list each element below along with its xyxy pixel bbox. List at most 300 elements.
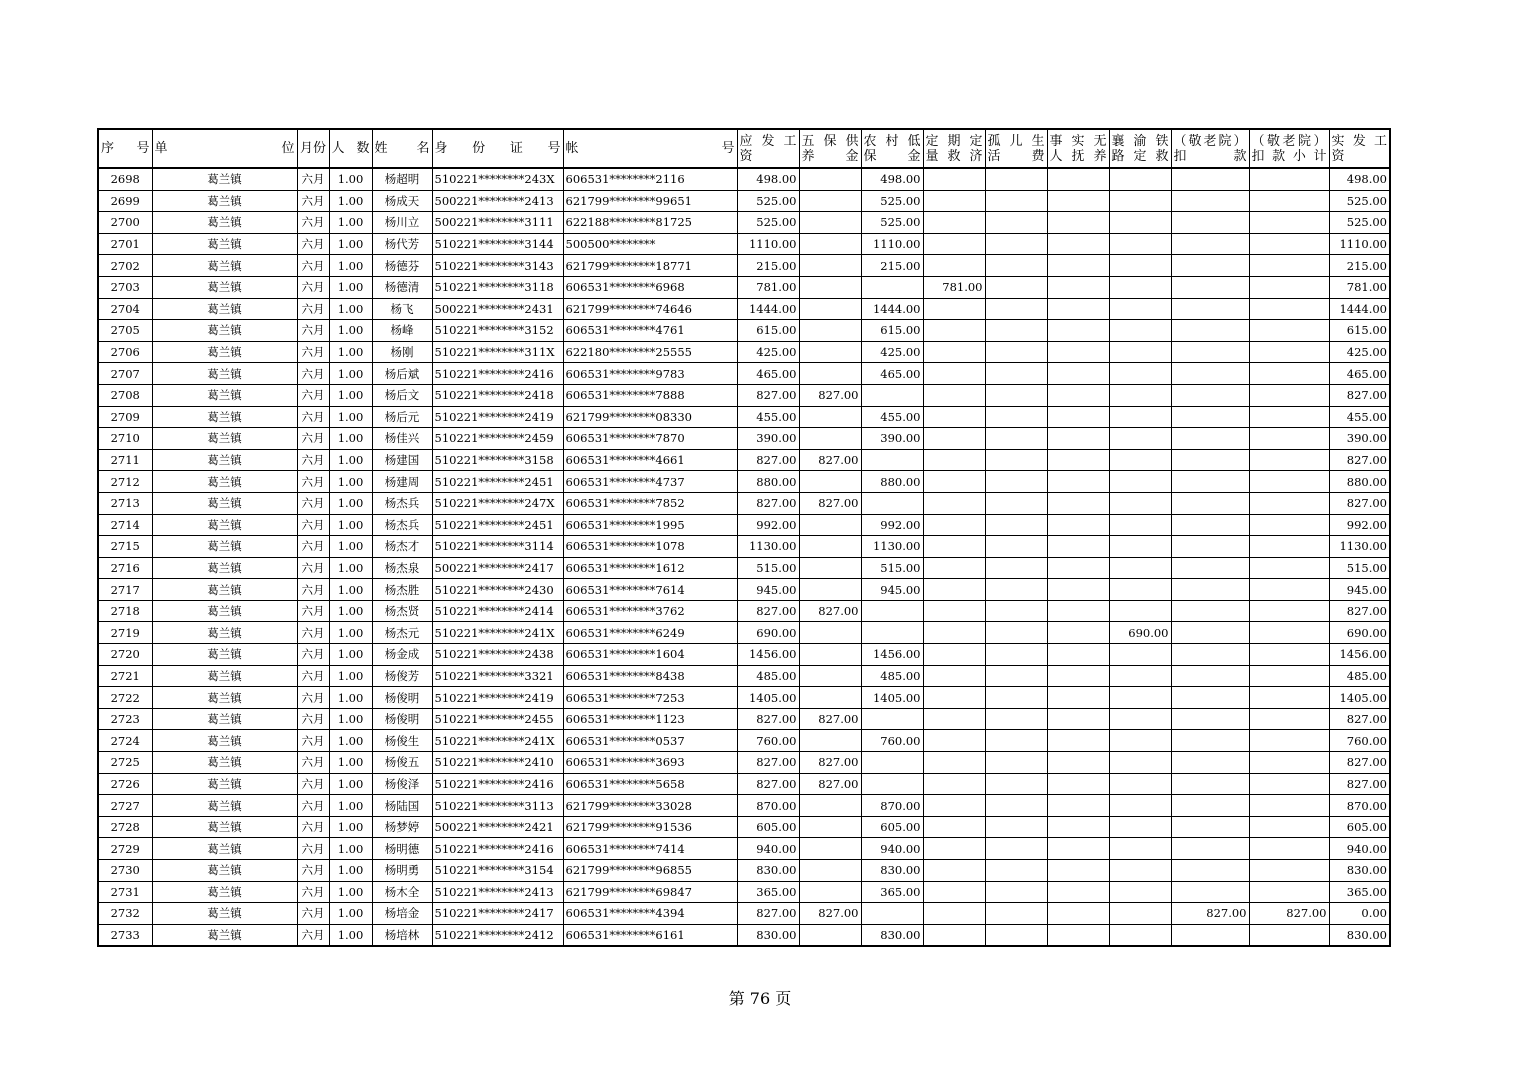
cell-net-pay: 827.00 bbox=[1329, 449, 1390, 471]
cell-fixed-relief bbox=[923, 341, 985, 363]
cell-seq: 2707 bbox=[98, 363, 152, 385]
cell-gross-pay: 605.00 bbox=[737, 816, 799, 838]
cell-net-pay: 827.00 bbox=[1329, 600, 1390, 622]
cell-seq: 2700 bbox=[98, 212, 152, 234]
cell-net-pay: 425.00 bbox=[1329, 341, 1390, 363]
cell-gross-pay: 515.00 bbox=[737, 557, 799, 579]
cell-nursing-home-deduction bbox=[1171, 471, 1249, 493]
header-deduction-subtotal: （敬老院）扣 款 小 计 bbox=[1249, 129, 1329, 168]
cell-gross-pay: 1405.00 bbox=[737, 687, 799, 709]
cell-five-guarantee bbox=[799, 644, 861, 666]
cell-month: 六月 bbox=[297, 449, 329, 471]
cell-net-pay: 365.00 bbox=[1329, 881, 1390, 903]
cell-xiangyu-railway bbox=[1109, 298, 1171, 320]
cell-de-facto-unsupported bbox=[1047, 449, 1109, 471]
cell-xiangyu-railway bbox=[1109, 233, 1171, 255]
cell-id-number: 510221********2413 bbox=[432, 881, 563, 903]
cell-fixed-relief: 781.00 bbox=[923, 276, 985, 298]
cell-account: 621799********96855 bbox=[563, 860, 737, 882]
cell-count: 1.00 bbox=[329, 773, 372, 795]
cell-name: 杨明德 bbox=[372, 838, 432, 860]
table-row bbox=[98, 233, 1390, 255]
cell-id-number: 510221********311X bbox=[432, 341, 563, 363]
cell-xiangyu-railway bbox=[1109, 903, 1171, 925]
table-row bbox=[98, 190, 1390, 212]
cell-net-pay: 827.00 bbox=[1329, 492, 1390, 514]
cell-id-number: 510221********2417 bbox=[432, 903, 563, 925]
cell-fixed-relief bbox=[923, 536, 985, 558]
cell-rural-dibao: 1456.00 bbox=[861, 644, 923, 666]
cell-month: 六月 bbox=[297, 471, 329, 493]
cell-account: 621799********18771 bbox=[563, 255, 737, 277]
cell-month: 六月 bbox=[297, 406, 329, 428]
cell-rural-dibao: 940.00 bbox=[861, 838, 923, 860]
cell-gross-pay: 940.00 bbox=[737, 838, 799, 860]
cell-orphan-allowance bbox=[985, 298, 1047, 320]
cell-unit: 葛兰镇 bbox=[152, 924, 297, 946]
cell-fixed-relief bbox=[923, 212, 985, 234]
cell-fixed-relief bbox=[923, 449, 985, 471]
cell-orphan-allowance bbox=[985, 730, 1047, 752]
cell-de-facto-unsupported bbox=[1047, 168, 1109, 190]
cell-id-number: 500221********2421 bbox=[432, 816, 563, 838]
cell-gross-pay: 830.00 bbox=[737, 860, 799, 882]
cell-month: 六月 bbox=[297, 255, 329, 277]
cell-month: 六月 bbox=[297, 514, 329, 536]
cell-count: 1.00 bbox=[329, 384, 372, 406]
cell-orphan-allowance bbox=[985, 341, 1047, 363]
cell-gross-pay: 690.00 bbox=[737, 622, 799, 644]
cell-deduction-subtotal bbox=[1249, 730, 1329, 752]
cell-nursing-home-deduction bbox=[1171, 881, 1249, 903]
cell-fixed-relief bbox=[923, 363, 985, 385]
cell-seq: 2719 bbox=[98, 622, 152, 644]
cell-five-guarantee bbox=[799, 255, 861, 277]
cell-unit: 葛兰镇 bbox=[152, 816, 297, 838]
cell-nursing-home-deduction bbox=[1171, 255, 1249, 277]
table-row bbox=[98, 708, 1390, 730]
cell-deduction-subtotal bbox=[1249, 168, 1329, 190]
cell-xiangyu-railway bbox=[1109, 212, 1171, 234]
cell-nursing-home-deduction bbox=[1171, 536, 1249, 558]
header-orphan-allowance: 孤 儿 生 活 费 bbox=[985, 129, 1047, 168]
header-rural-dibao: 农 村 低 保 金 bbox=[861, 129, 923, 168]
cell-nursing-home-deduction bbox=[1171, 644, 1249, 666]
cell-orphan-allowance bbox=[985, 924, 1047, 946]
cell-seq: 2715 bbox=[98, 536, 152, 558]
cell-nursing-home-deduction bbox=[1171, 406, 1249, 428]
cell-name: 杨明勇 bbox=[372, 860, 432, 882]
cell-five-guarantee bbox=[799, 341, 861, 363]
cell-orphan-allowance bbox=[985, 773, 1047, 795]
cell-name: 杨木全 bbox=[372, 881, 432, 903]
cell-orphan-allowance bbox=[985, 816, 1047, 838]
cell-fixed-relief bbox=[923, 600, 985, 622]
cell-deduction-subtotal bbox=[1249, 579, 1329, 601]
cell-net-pay: 830.00 bbox=[1329, 924, 1390, 946]
cell-rural-dibao bbox=[861, 773, 923, 795]
table-row bbox=[98, 687, 1390, 709]
cell-account: 622188********81725 bbox=[563, 212, 737, 234]
cell-unit: 葛兰镇 bbox=[152, 557, 297, 579]
cell-count: 1.00 bbox=[329, 708, 372, 730]
cell-nursing-home-deduction bbox=[1171, 687, 1249, 709]
cell-fixed-relief bbox=[923, 903, 985, 925]
table-row bbox=[98, 168, 1390, 190]
cell-rural-dibao: 945.00 bbox=[861, 579, 923, 601]
cell-net-pay: 1110.00 bbox=[1329, 233, 1390, 255]
cell-de-facto-unsupported bbox=[1047, 212, 1109, 234]
table-row bbox=[98, 730, 1390, 752]
cell-id-number: 510221********2416 bbox=[432, 838, 563, 860]
cell-rural-dibao bbox=[861, 752, 923, 774]
cell-nursing-home-deduction bbox=[1171, 190, 1249, 212]
cell-deduction-subtotal bbox=[1249, 514, 1329, 536]
cell-gross-pay: 992.00 bbox=[737, 514, 799, 536]
cell-month: 六月 bbox=[297, 622, 329, 644]
cell-fixed-relief bbox=[923, 644, 985, 666]
cell-de-facto-unsupported bbox=[1047, 341, 1109, 363]
table-row bbox=[98, 903, 1390, 925]
cell-name: 杨川立 bbox=[372, 212, 432, 234]
cell-id-number: 510221********2419 bbox=[432, 406, 563, 428]
cell-seq: 2716 bbox=[98, 557, 152, 579]
cell-gross-pay: 870.00 bbox=[737, 795, 799, 817]
cell-net-pay: 1130.00 bbox=[1329, 536, 1390, 558]
cell-fixed-relief bbox=[923, 168, 985, 190]
cell-five-guarantee bbox=[799, 406, 861, 428]
cell-xiangyu-railway bbox=[1109, 600, 1171, 622]
cell-month: 六月 bbox=[297, 903, 329, 925]
cell-fixed-relief bbox=[923, 838, 985, 860]
cell-orphan-allowance bbox=[985, 708, 1047, 730]
cell-unit: 葛兰镇 bbox=[152, 298, 297, 320]
cell-month: 六月 bbox=[297, 536, 329, 558]
cell-seq: 2718 bbox=[98, 600, 152, 622]
cell-unit: 葛兰镇 bbox=[152, 492, 297, 514]
cell-five-guarantee bbox=[799, 838, 861, 860]
cell-nursing-home-deduction bbox=[1171, 428, 1249, 450]
cell-account: 606531********4737 bbox=[563, 471, 737, 493]
cell-five-guarantee bbox=[799, 881, 861, 903]
cell-five-guarantee bbox=[799, 168, 861, 190]
cell-name: 杨德芬 bbox=[372, 255, 432, 277]
cell-count: 1.00 bbox=[329, 600, 372, 622]
cell-five-guarantee: 827.00 bbox=[799, 600, 861, 622]
cell-unit: 葛兰镇 bbox=[152, 471, 297, 493]
cell-gross-pay: 760.00 bbox=[737, 730, 799, 752]
cell-seq: 2712 bbox=[98, 471, 152, 493]
cell-net-pay: 1456.00 bbox=[1329, 644, 1390, 666]
cell-deduction-subtotal bbox=[1249, 212, 1329, 234]
cell-count: 1.00 bbox=[329, 320, 372, 342]
cell-net-pay: 992.00 bbox=[1329, 514, 1390, 536]
cell-nursing-home-deduction bbox=[1171, 924, 1249, 946]
cell-unit: 葛兰镇 bbox=[152, 730, 297, 752]
cell-seq: 2717 bbox=[98, 579, 152, 601]
cell-month: 六月 bbox=[297, 428, 329, 450]
cell-account: 621799********33028 bbox=[563, 795, 737, 817]
cell-nursing-home-deduction bbox=[1171, 773, 1249, 795]
cell-net-pay: 830.00 bbox=[1329, 860, 1390, 882]
cell-de-facto-unsupported bbox=[1047, 190, 1109, 212]
cell-count: 1.00 bbox=[329, 298, 372, 320]
cell-month: 六月 bbox=[297, 730, 329, 752]
cell-rural-dibao: 1444.00 bbox=[861, 298, 923, 320]
cell-gross-pay: 1444.00 bbox=[737, 298, 799, 320]
header-de-facto-unsupported: 事 实 无 人 抚 养 bbox=[1047, 129, 1109, 168]
cell-unit: 葛兰镇 bbox=[152, 860, 297, 882]
cell-deduction-subtotal bbox=[1249, 190, 1329, 212]
cell-fixed-relief bbox=[923, 471, 985, 493]
header-row bbox=[98, 129, 1390, 168]
cell-orphan-allowance bbox=[985, 212, 1047, 234]
cell-rural-dibao bbox=[861, 622, 923, 644]
cell-unit: 葛兰镇 bbox=[152, 384, 297, 406]
cell-xiangyu-railway bbox=[1109, 384, 1171, 406]
cell-month: 六月 bbox=[297, 212, 329, 234]
cell-unit: 葛兰镇 bbox=[152, 190, 297, 212]
cell-unit: 葛兰镇 bbox=[152, 168, 297, 190]
cell-count: 1.00 bbox=[329, 514, 372, 536]
cell-month: 六月 bbox=[297, 579, 329, 601]
cell-gross-pay: 1456.00 bbox=[737, 644, 799, 666]
cell-seq: 2732 bbox=[98, 903, 152, 925]
cell-id-number: 510221********2416 bbox=[432, 773, 563, 795]
header-id-number: 身 份 证 号 bbox=[432, 129, 563, 168]
cell-id-number: 510221********3154 bbox=[432, 860, 563, 882]
cell-seq: 2713 bbox=[98, 492, 152, 514]
cell-xiangyu-railway bbox=[1109, 363, 1171, 385]
cell-fixed-relief bbox=[923, 406, 985, 428]
cell-month: 六月 bbox=[297, 320, 329, 342]
cell-de-facto-unsupported bbox=[1047, 881, 1109, 903]
cell-count: 1.00 bbox=[329, 881, 372, 903]
cell-rural-dibao: 1110.00 bbox=[861, 233, 923, 255]
cell-account: 606531********9783 bbox=[563, 363, 737, 385]
cell-month: 六月 bbox=[297, 708, 329, 730]
cell-orphan-allowance bbox=[985, 557, 1047, 579]
cell-month: 六月 bbox=[297, 881, 329, 903]
cell-five-guarantee bbox=[799, 816, 861, 838]
cell-orphan-allowance bbox=[985, 665, 1047, 687]
cell-nursing-home-deduction bbox=[1171, 752, 1249, 774]
cell-net-pay: 690.00 bbox=[1329, 622, 1390, 644]
cell-month: 六月 bbox=[297, 924, 329, 946]
cell-five-guarantee: 827.00 bbox=[799, 773, 861, 795]
cell-fixed-relief bbox=[923, 255, 985, 277]
cell-id-number: 510221********3144 bbox=[432, 233, 563, 255]
cell-id-number: 500221********2431 bbox=[432, 298, 563, 320]
cell-seq: 2728 bbox=[98, 816, 152, 838]
cell-count: 1.00 bbox=[329, 168, 372, 190]
cell-rural-dibao: 390.00 bbox=[861, 428, 923, 450]
cell-id-number: 510221********2430 bbox=[432, 579, 563, 601]
cell-id-number: 510221********2451 bbox=[432, 471, 563, 493]
cell-deduction-subtotal bbox=[1249, 881, 1329, 903]
cell-seq: 2702 bbox=[98, 255, 152, 277]
cell-orphan-allowance bbox=[985, 795, 1047, 817]
cell-nursing-home-deduction bbox=[1171, 665, 1249, 687]
table-row bbox=[98, 449, 1390, 471]
cell-account: 606531********1612 bbox=[563, 557, 737, 579]
cell-name: 杨佳兴 bbox=[372, 428, 432, 450]
cell-month: 六月 bbox=[297, 600, 329, 622]
cell-id-number: 510221********3158 bbox=[432, 449, 563, 471]
cell-fixed-relief bbox=[923, 816, 985, 838]
cell-fixed-relief bbox=[923, 665, 985, 687]
cell-orphan-allowance bbox=[985, 384, 1047, 406]
cell-rural-dibao: 425.00 bbox=[861, 341, 923, 363]
cell-month: 六月 bbox=[297, 363, 329, 385]
cell-orphan-allowance bbox=[985, 622, 1047, 644]
cell-fixed-relief bbox=[923, 687, 985, 709]
cell-nursing-home-deduction bbox=[1171, 622, 1249, 644]
cell-count: 1.00 bbox=[329, 622, 372, 644]
cell-gross-pay: 827.00 bbox=[737, 708, 799, 730]
cell-fixed-relief bbox=[923, 860, 985, 882]
cell-orphan-allowance bbox=[985, 406, 1047, 428]
cell-name: 杨俊明 bbox=[372, 708, 432, 730]
cell-rural-dibao bbox=[861, 600, 923, 622]
table-row bbox=[98, 579, 1390, 601]
cell-month: 六月 bbox=[297, 384, 329, 406]
cell-xiangyu-railway bbox=[1109, 795, 1171, 817]
cell-name: 杨代芳 bbox=[372, 233, 432, 255]
cell-de-facto-unsupported bbox=[1047, 903, 1109, 925]
table-row bbox=[98, 428, 1390, 450]
cell-net-pay: 515.00 bbox=[1329, 557, 1390, 579]
cell-id-number: 510221********3143 bbox=[432, 255, 563, 277]
table-row bbox=[98, 795, 1390, 817]
cell-count: 1.00 bbox=[329, 644, 372, 666]
cell-name: 杨陆国 bbox=[372, 795, 432, 817]
cell-net-pay: 827.00 bbox=[1329, 708, 1390, 730]
cell-five-guarantee bbox=[799, 924, 861, 946]
cell-nursing-home-deduction bbox=[1171, 341, 1249, 363]
cell-count: 1.00 bbox=[329, 687, 372, 709]
cell-de-facto-unsupported bbox=[1047, 600, 1109, 622]
cell-unit: 葛兰镇 bbox=[152, 644, 297, 666]
cell-unit: 葛兰镇 bbox=[152, 773, 297, 795]
cell-xiangyu-railway bbox=[1109, 406, 1171, 428]
cell-five-guarantee: 827.00 bbox=[799, 384, 861, 406]
cell-de-facto-unsupported bbox=[1047, 557, 1109, 579]
cell-count: 1.00 bbox=[329, 730, 372, 752]
cell-fixed-relief bbox=[923, 579, 985, 601]
cell-id-number: 510221********2459 bbox=[432, 428, 563, 450]
cell-fixed-relief bbox=[923, 298, 985, 320]
cell-month: 六月 bbox=[297, 492, 329, 514]
cell-deduction-subtotal bbox=[1249, 449, 1329, 471]
cell-de-facto-unsupported bbox=[1047, 320, 1109, 342]
cell-id-number: 510221********2416 bbox=[432, 363, 563, 385]
cell-id-number: 510221********3152 bbox=[432, 320, 563, 342]
cell-deduction-subtotal bbox=[1249, 644, 1329, 666]
cell-gross-pay: 615.00 bbox=[737, 320, 799, 342]
cell-de-facto-unsupported bbox=[1047, 255, 1109, 277]
cell-id-number: 510221********3113 bbox=[432, 795, 563, 817]
cell-five-guarantee bbox=[799, 190, 861, 212]
header-nursing-home-deduction: （敬老院）扣 款 bbox=[1171, 129, 1249, 168]
cell-de-facto-unsupported bbox=[1047, 363, 1109, 385]
cell-net-pay: 0.00 bbox=[1329, 903, 1390, 925]
cell-gross-pay: 485.00 bbox=[737, 665, 799, 687]
cell-unit: 葛兰镇 bbox=[152, 665, 297, 687]
cell-five-guarantee bbox=[799, 687, 861, 709]
cell-count: 1.00 bbox=[329, 492, 372, 514]
cell-xiangyu-railway bbox=[1109, 665, 1171, 687]
cell-de-facto-unsupported bbox=[1047, 492, 1109, 514]
cell-five-guarantee bbox=[799, 579, 861, 601]
cell-nursing-home-deduction bbox=[1171, 816, 1249, 838]
cell-count: 1.00 bbox=[329, 449, 372, 471]
table-row bbox=[98, 276, 1390, 298]
cell-seq: 2704 bbox=[98, 298, 152, 320]
cell-deduction-subtotal: 827.00 bbox=[1249, 903, 1329, 925]
cell-xiangyu-railway bbox=[1109, 255, 1171, 277]
table-row bbox=[98, 644, 1390, 666]
table-row bbox=[98, 622, 1390, 644]
cell-rural-dibao: 1130.00 bbox=[861, 536, 923, 558]
cell-five-guarantee bbox=[799, 536, 861, 558]
cell-account: 606531********7888 bbox=[563, 384, 737, 406]
cell-name: 杨培林 bbox=[372, 924, 432, 946]
cell-name: 杨俊五 bbox=[372, 752, 432, 774]
cell-account: 606531********1078 bbox=[563, 536, 737, 558]
cell-account: 606531********7870 bbox=[563, 428, 737, 450]
cell-orphan-allowance bbox=[985, 881, 1047, 903]
cell-five-guarantee: 827.00 bbox=[799, 449, 861, 471]
cell-seq: 2722 bbox=[98, 687, 152, 709]
cell-de-facto-unsupported bbox=[1047, 752, 1109, 774]
cell-de-facto-unsupported bbox=[1047, 406, 1109, 428]
cell-name: 杨杰兵 bbox=[372, 514, 432, 536]
cell-nursing-home-deduction bbox=[1171, 600, 1249, 622]
cell-orphan-allowance bbox=[985, 838, 1047, 860]
cell-seq: 2725 bbox=[98, 752, 152, 774]
cell-account: 606531********7852 bbox=[563, 492, 737, 514]
table-row bbox=[98, 341, 1390, 363]
cell-de-facto-unsupported bbox=[1047, 428, 1109, 450]
cell-orphan-allowance bbox=[985, 190, 1047, 212]
cell-name: 杨刚 bbox=[372, 341, 432, 363]
cell-name: 杨后元 bbox=[372, 406, 432, 428]
cell-de-facto-unsupported bbox=[1047, 276, 1109, 298]
table-row bbox=[98, 320, 1390, 342]
cell-unit: 葛兰镇 bbox=[152, 255, 297, 277]
cell-account: 606531********3693 bbox=[563, 752, 737, 774]
cell-month: 六月 bbox=[297, 298, 329, 320]
cell-name: 杨杰才 bbox=[372, 536, 432, 558]
cell-name: 杨后文 bbox=[372, 384, 432, 406]
cell-id-number: 510221********3118 bbox=[432, 276, 563, 298]
cell-deduction-subtotal bbox=[1249, 752, 1329, 774]
cell-orphan-allowance bbox=[985, 492, 1047, 514]
cell-seq: 2710 bbox=[98, 428, 152, 450]
cell-unit: 葛兰镇 bbox=[152, 320, 297, 342]
cell-xiangyu-railway bbox=[1109, 838, 1171, 860]
cell-net-pay: 760.00 bbox=[1329, 730, 1390, 752]
cell-id-number: 510221********2412 bbox=[432, 924, 563, 946]
cell-five-guarantee bbox=[799, 320, 861, 342]
cell-seq: 2698 bbox=[98, 168, 152, 190]
cell-name: 杨梦婷 bbox=[372, 816, 432, 838]
cell-seq: 2714 bbox=[98, 514, 152, 536]
cell-fixed-relief bbox=[923, 622, 985, 644]
cell-orphan-allowance bbox=[985, 320, 1047, 342]
cell-xiangyu-railway: 690.00 bbox=[1109, 622, 1171, 644]
